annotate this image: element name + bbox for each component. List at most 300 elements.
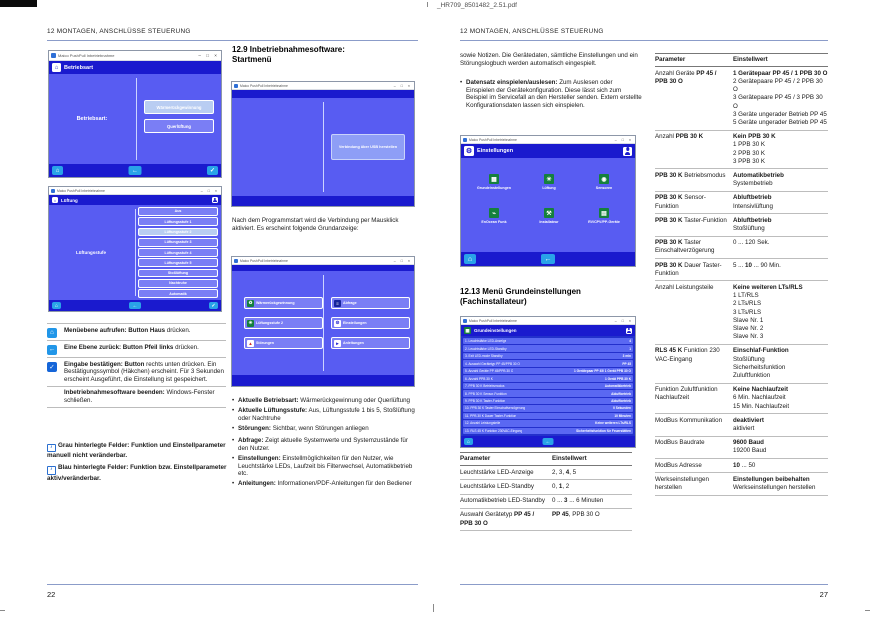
ventilation-level-list — [138, 207, 218, 298]
mode-button-heat-recovery[interactable]: Wärmerückgewinnung — [144, 100, 214, 114]
table-row — [655, 473, 828, 495]
back-button[interactable]: ← — [129, 302, 141, 309]
value-line: 0 ... 120 Sek. — [733, 239, 770, 247]
value-line: Abluftbetrieb — [733, 194, 772, 202]
back-button[interactable]: ← — [129, 166, 142, 175]
user-icon[interactable] — [623, 147, 632, 156]
parameter-row[interactable] — [463, 353, 633, 359]
back-button[interactable]: ← — [543, 438, 554, 445]
page-header: 12 MONTAGEN, ANSCHLÜSSE STEUERUNG — [47, 28, 191, 35]
parameter-row[interactable] — [463, 360, 633, 366]
value-cell — [733, 347, 828, 380]
settings-window — [460, 135, 636, 267]
param-cell: ModBus Kommunikation — [655, 416, 723, 424]
start-paragraph: Nach dem Programmstart wird die Verbindung per Mausklick aktiviert. Es erscheint folgende Grundanzeige: — [232, 217, 399, 232]
info-note: i Blau hinterlegte Felder: Funktion bzw. Einstellparameter aktiv/veränderbar. — [47, 464, 227, 482]
parameter-label: 13. RLS 45 K Funktion 230VAC-Eingang — [465, 428, 523, 433]
parameter-label: 12. Anzahl Leistungsteile — [465, 421, 501, 426]
value-cell — [733, 476, 828, 492]
app-icon — [234, 259, 238, 263]
value-cell — [733, 217, 828, 233]
menu-tile-button[interactable] — [331, 337, 410, 349]
value-cell: 0 ... 3 ... 6 Minuten — [552, 497, 604, 505]
parameter-value: PP 45 — [622, 361, 631, 366]
table-row — [655, 459, 828, 473]
parameter-value: 1 — [629, 346, 631, 351]
param-cell: Auswahl Gerätetyp PP 45 / PPB 30 O — [460, 511, 535, 527]
parameter-value: 0 Sekunden — [613, 406, 631, 411]
window-controls[interactable]: – □ × — [393, 83, 412, 88]
header-rule — [460, 40, 828, 41]
value-line: 5 Geräte ungerader Betrieb PP 45 — [733, 118, 827, 126]
value-cell: PP 45, PPB 30 O — [552, 511, 600, 519]
param-cell: ModBus Adresse — [655, 461, 702, 469]
ventilation-level-button[interactable]: Lüftungsstufe 2 — [138, 228, 218, 237]
home-button[interactable]: ⌂ — [464, 438, 473, 445]
value-cell — [733, 386, 828, 411]
parameter-value: 1 Gerät PPB 30 K — [604, 376, 631, 381]
window-title: Maico PushPull Inbetriebnahme — [240, 83, 288, 88]
screen-title: Lüftung — [61, 197, 78, 203]
app-icon — [51, 53, 56, 58]
param-cell: PPB 30 K Dauer Taster-Funktion — [655, 261, 722, 277]
parameter-row[interactable] — [463, 383, 633, 389]
value-line: 3 Gerätepaare PP 45 / 3 PPB 30 O — [733, 94, 823, 110]
value-cell — [733, 70, 828, 127]
screen-footer — [461, 436, 635, 447]
value-cell — [733, 172, 828, 188]
value-cell — [733, 284, 828, 341]
settings-tile-button[interactable] — [467, 174, 521, 190]
tile-label: Sensoren — [595, 186, 613, 190]
value-line: 2 Gerätepaare PP 45 / 2 PPB 30 O — [733, 77, 823, 94]
legend-row — [47, 387, 226, 408]
person-icon: ⚒ — [544, 208, 554, 218]
page-number: 27 — [819, 590, 828, 599]
param-cell: Leuchtstärke LED-Standby — [460, 482, 534, 490]
legend-row — [47, 341, 226, 358]
parameter-label: 11. PPB 30 K Dauer Taster-Funktion — [465, 413, 517, 418]
info-icon: i — [47, 444, 56, 453]
screen-header — [49, 195, 221, 205]
parameter-row[interactable] — [463, 390, 633, 396]
screen-footer — [49, 300, 221, 311]
continuation-paragraph: sowie Notizen. Die Gerätedaten, sämtliche Einstellungen und ein Störungslogbuch werden automatisch eingespielt. — [460, 52, 638, 67]
back-button[interactable]: ← — [541, 254, 555, 264]
value-line: Sicherheitsfunktion — [733, 363, 786, 371]
value-cell — [733, 194, 828, 210]
window-titlebar — [232, 257, 414, 265]
parameter-row[interactable] — [463, 405, 633, 411]
value-line: 9600 Baud — [733, 439, 764, 447]
value-cell — [733, 239, 828, 255]
page-number: 22 — [47, 590, 56, 599]
legend-row — [47, 323, 226, 341]
screen-body — [232, 98, 414, 196]
parameter-row[interactable] — [463, 375, 633, 381]
window-titlebar — [49, 51, 221, 61]
value-line: 1 Gerätepaar PP 45 / 1 PPB 30 O — [733, 69, 828, 77]
divider — [323, 102, 324, 192]
window-title: Maico PushPull Inbetriebnahme — [240, 258, 288, 263]
legend-text: Eine Ebene zurück: Button Pfeil links drücken. — [64, 343, 199, 351]
list-icon: ≡ — [334, 300, 341, 307]
parameter-row[interactable] — [463, 345, 633, 351]
param-cell: Anzahl Geräte PP 45 / PPB 30 O — [655, 69, 717, 85]
window-title: Maico PushPull Inbetriebnahme — [57, 188, 105, 193]
bullet-marker: • — [232, 424, 235, 432]
parameter-label: 8. PPB 30 K Sensor-Funktion — [465, 391, 507, 396]
legend-text: Menüebene aufrufen: Button Haus drücken. — [64, 326, 191, 334]
parameter-list — [461, 336, 635, 436]
ventilation-level-button[interactable]: Automatik — [138, 289, 218, 298]
value-line: Slave Nr. 2 — [733, 324, 764, 332]
parameter-label: 7. PPB 30 K Betriebsmodus — [465, 384, 505, 389]
table-row — [460, 480, 632, 494]
legend-icon-cell — [47, 361, 64, 384]
window-controls[interactable]: – □ × — [393, 258, 412, 263]
value-line: Automatikbetrieb — [733, 171, 784, 179]
ventilation-level-button[interactable]: Aus — [138, 207, 218, 216]
table-row — [655, 384, 828, 415]
bullet-marker: • — [232, 397, 235, 404]
bullet-item — [232, 397, 418, 405]
home-icon[interactable]: ⌂ — [52, 63, 61, 72]
screen-title: Einstellungen — [477, 148, 514, 154]
settings-tile-button[interactable] — [522, 208, 576, 224]
menu-tile-button[interactable] — [244, 317, 323, 329]
param-cell: Anzahl Leistungsteile — [655, 283, 714, 291]
bullet-marker: • — [232, 455, 235, 463]
value-cell — [733, 417, 828, 433]
parameter-label: 4. Auswahl Gerätetyp PP 45/PPB 30 O — [465, 361, 520, 366]
warning-icon: ▲ — [248, 340, 253, 346]
tile-label: Anleitungen — [343, 341, 364, 345]
parameter-label: 5. Anzahl Geräte PP 45/PPB 30 O — [465, 369, 514, 374]
page-left — [47, 26, 418, 606]
bullet-text: Aktuelle Lüftungsstufe: Aus, Lüftungsstufe 1 bis 5, Stoßlüftung oder Nachtruhe — [238, 407, 415, 422]
info-notes — [47, 442, 229, 487]
value-line: Zuluftfunktion — [733, 372, 771, 379]
divider — [136, 78, 137, 160]
screen-body — [49, 205, 221, 300]
divider — [135, 209, 136, 296]
page-right — [460, 26, 828, 606]
tile-label: Wärmerückgewinnung — [256, 301, 295, 305]
grundeinstellungen-window — [460, 316, 636, 448]
window-controls[interactable]: – □ × — [200, 188, 219, 193]
value-line: Intensivlüftung — [733, 202, 773, 210]
parameter-row[interactable] — [463, 420, 633, 426]
table-row — [655, 214, 828, 236]
tile-label: RV/CPV/PP-Geräte — [588, 220, 620, 224]
mode-label: Betriebsart: — [76, 116, 108, 122]
parameter-row[interactable] — [463, 338, 633, 344]
lueftung-window — [48, 186, 222, 312]
window-titlebar — [461, 136, 635, 144]
tile-label: Lüftung — [542, 186, 556, 190]
settings-tile-button[interactable] — [577, 174, 631, 190]
value-line: Stoßlüftung — [733, 355, 765, 363]
parameter-label: 6. Anzahl PPB 30 K — [465, 376, 493, 381]
gear-icon: ⚙ — [335, 320, 340, 325]
mode-button-cross-ventilation[interactable]: Querlüftung — [144, 119, 214, 133]
usb-connect-button[interactable]: Verbindung über USB herstellen — [331, 134, 405, 160]
ventilation-level-button[interactable]: Stoßlüftung — [138, 269, 218, 278]
bullet-text: Störungen: Sichtbar, wenn Störungen anliegen — [238, 424, 369, 432]
parameter-label: 9. PPB 30 K Taster-Funktion — [465, 398, 506, 403]
param-cell: PPB 30 K Taster-Funktion — [655, 216, 727, 224]
screen-title: Grundeinstellungen — [474, 328, 517, 333]
bullet-item — [232, 407, 418, 422]
footer-rule — [47, 584, 418, 585]
value-cell — [733, 462, 828, 470]
ventilation-level-button[interactable]: Lüftungsstufe 4 — [138, 248, 218, 257]
legend-text: Eingabe bestätigen: Button rechts unten drücken. Ein Bestätigungssymbol (Häkchen) erscheint. Für 3 Sekunden erscheint Ausgeführt, die Einstellung ist gespeichert. — [64, 360, 224, 383]
confirm-button[interactable]: ✓ — [207, 166, 218, 175]
param-cell: Automatikbetrieb LED-Standby — [460, 497, 545, 505]
value-cell: 2, 3, 4, 5 — [552, 468, 577, 476]
bullet-item — [232, 480, 418, 488]
settings-grid-icon: ▦ — [465, 327, 470, 333]
radio-icon: ⌁ — [489, 208, 499, 218]
param-cell: PPB 30 K Betriebsmodus — [655, 171, 726, 179]
parameter-row[interactable] — [463, 368, 633, 374]
value-line: Keine weiteren LTs/RLS — [733, 283, 803, 291]
section-title-12-13: 12.13 Menü Grundeinstellungen (Fachinstallateur) — [460, 287, 581, 306]
home-button[interactable]: ⌂ — [464, 254, 476, 264]
window-titlebar — [461, 317, 635, 325]
value-line: Einstellungen beibehalten — [733, 475, 810, 483]
window-title: Maico PushPull Inbetriebnahme — [469, 318, 517, 323]
parameter-row[interactable] — [463, 413, 633, 419]
menu-tile-button[interactable] — [331, 317, 410, 329]
parameter-value: Keine weiteren LTs/RLS — [595, 421, 631, 426]
screen-body — [461, 158, 635, 252]
settings-tile-button[interactable] — [522, 174, 576, 190]
value-cell — [733, 133, 828, 166]
table-header-row — [655, 53, 828, 67]
bullet-item — [232, 437, 418, 452]
bullet-text: Datensatz einspielen/auslesen: Zum Auslesen oder Einspielen der Gerätekonfiguration. Diese lässt sich zum Beispiel im Servicefall an den Hersteller senden. Extern erstellte Konfigurationsdaten lassen sich einspielen. — [466, 79, 642, 109]
parameter-row[interactable] — [463, 398, 633, 404]
info-note: i Grau hinterlegte Felder: Funktion und Einstellparameter manuell nicht veränderbar. — [47, 442, 226, 460]
arrow-left-icon: ← — [48, 346, 56, 353]
parameter-row[interactable] — [463, 428, 633, 434]
confirm-button[interactable]: ✓ — [209, 302, 218, 309]
ventilation-level-button[interactable]: Lüftungsstufe 5 — [138, 258, 218, 267]
ventilation-level-button[interactable]: Lüftungsstufe 1 — [138, 217, 218, 226]
param-cell: Funktion Zuluftfunktion Nachlaufzeit — [655, 386, 718, 402]
window-title: Maico PushPull Inbetriebnahme — [469, 137, 517, 142]
screen-body — [49, 74, 221, 164]
table-row — [460, 509, 632, 531]
screen-footer — [49, 164, 221, 177]
sensor-icon: ◉ — [599, 174, 609, 184]
app-icon — [463, 138, 467, 142]
window-title: Maico PushPull Inbetriebnahme — [58, 53, 115, 58]
parameter-value: Sicherheitsfunktion für Feuerstätten — [576, 428, 631, 433]
home-button[interactable]: ⌂ — [52, 166, 63, 175]
parameter-value: 3 min — [622, 354, 631, 359]
bullet-marker: • — [232, 437, 235, 445]
screen-body — [232, 271, 414, 375]
table-row — [655, 192, 828, 214]
settings-tile-button[interactable] — [467, 208, 521, 224]
tile-label: Installateur — [539, 220, 559, 224]
bullet-item — [460, 79, 642, 109]
value-line: Stoßlüftung — [733, 224, 765, 232]
window-controls[interactable]: – □ × — [198, 53, 219, 58]
menu-description-list — [232, 397, 418, 490]
bullet-marker: • — [232, 407, 235, 415]
value-line: Einschlaf-Funktion — [733, 347, 789, 355]
legend-icon-cell — [47, 327, 64, 338]
gear-icon: ⚙ — [465, 148, 473, 155]
page-header: 12 MONTAGEN, ANSCHLÜSSE STEUERUNG — [460, 28, 604, 35]
param-cell: PPB 30 K Sensor-Funktion — [655, 194, 706, 210]
app-icon — [463, 319, 467, 323]
crop-mark — [433, 604, 434, 612]
parameter-value: 1 Gerätepaar PP 45/ 1 Gerät PPB 30 O — [574, 369, 631, 374]
table-row — [655, 67, 828, 130]
parameter-value: Abluftbetrieb — [611, 391, 631, 396]
value-line: deaktiviert — [733, 416, 764, 424]
info-icon: i — [47, 466, 56, 475]
menu-tile-button[interactable] — [331, 297, 410, 309]
check-icon: ✓ — [47, 362, 57, 372]
table-row — [655, 237, 828, 259]
value-line: 1 LT/RLS — [733, 292, 759, 300]
value-line: Keine Nachlaufzeit — [733, 386, 789, 394]
bullet-text: Abfrage: Zeigt aktuelle Systemwerte und Systemzustände für den Nutzer. — [238, 437, 408, 452]
table-row — [655, 169, 828, 191]
start-window — [231, 81, 415, 207]
parameter-value: 10 Minuten — [614, 413, 631, 418]
ventilation-level-button[interactable]: Nachtruhe — [138, 279, 218, 288]
home-icon[interactable]: ⌂ — [53, 197, 57, 203]
table-row — [460, 466, 632, 480]
legend-icon-cell — [47, 389, 64, 404]
parameter-label: 10. PPB 30 K Taster Einschaltverzögerung — [465, 406, 526, 411]
app-icon — [234, 84, 238, 88]
table-row — [655, 345, 828, 384]
doc-icon: ► — [335, 340, 340, 346]
screen-header — [461, 325, 635, 336]
crop-mark — [865, 610, 870, 611]
value-line: 3 Geräte ungerader Betrieb PP 45 — [733, 110, 827, 118]
home-button[interactable]: ⌂ — [52, 302, 61, 309]
param-cell: ModBus Baudrate — [655, 439, 705, 447]
param-cell: PPB 30 K Taster Einschaltverzögerung — [655, 239, 715, 255]
value-line: Systembetrieb — [733, 180, 773, 188]
value-line: Slave Nr. 1 — [733, 316, 764, 324]
window-controls[interactable]: – □ × — [614, 318, 633, 323]
bullet-item — [232, 425, 418, 433]
parameter-value: Automatikbetrieb — [604, 384, 631, 389]
table-row — [655, 281, 828, 344]
app-icon — [51, 189, 55, 193]
divider — [323, 275, 324, 371]
param-cell: Leuchtstärke LED-Anzeige — [460, 468, 534, 476]
legend-text: Inbetriebnahmesoftware beenden: Windows-Fenster schließen. — [64, 389, 215, 404]
value-line: Kein PPB 30 K — [733, 133, 776, 141]
menu-tile-button[interactable] — [244, 337, 323, 349]
param-cell: RLS 45 K Funktion 230 VAC-Eingang — [655, 347, 720, 363]
window-titlebar — [49, 187, 221, 195]
legend-icon-cell — [47, 344, 64, 355]
user-icon — [212, 197, 218, 203]
value-line: Abluftbetrieb — [733, 216, 772, 224]
ventilation-level-button[interactable]: Lüftungsstufe 3 — [138, 238, 218, 247]
crop-mark — [427, 2, 428, 7]
window-controls[interactable]: – □ × — [614, 137, 633, 142]
grid-icon: ▦ — [489, 174, 499, 184]
menu-tile-button[interactable] — [244, 297, 323, 309]
param-cell: Anzahl PPB 30 K — [655, 133, 704, 141]
table-header-row — [460, 452, 632, 466]
column-header: Einstellwert — [733, 56, 768, 63]
value-line: 1 PPB 30 K — [733, 141, 765, 149]
user-icon — [626, 328, 632, 334]
parameter-label: 1. Leuchtstärke LED-Anzeige — [465, 339, 507, 344]
section-title-12-9: 12.9 Inbetriebnahmesoftware: Startmenü — [232, 45, 345, 64]
screen-header — [461, 144, 635, 158]
value-cell: 0, 1, 2 — [552, 482, 570, 490]
parameter-table-small — [460, 452, 632, 531]
bullet-item — [232, 455, 418, 478]
parameter-table-large — [655, 53, 828, 496]
bullet-marker: • — [460, 79, 463, 86]
header-rule — [47, 40, 418, 41]
value-line: 15 Min. Nachlaufzeit — [733, 402, 790, 410]
tile-label: Störungen — [256, 341, 274, 345]
tile-label: EnOcean Funk — [481, 220, 507, 224]
datensatz-bullet — [460, 79, 642, 112]
pdf-file-tab: _HR709_8501482_2.51.pdf — [437, 2, 517, 9]
bullet-text: Anleitungen: Informationen/PDF-Anleitungen für den Bediener — [238, 480, 412, 488]
column-header: Parameter — [460, 455, 491, 462]
value-line: 10 ... 50 — [733, 461, 756, 469]
settings-tile-button[interactable] — [577, 208, 631, 224]
main-menu-window — [231, 256, 415, 387]
bullet-text: Aktuelle Betriebsart: Wärmerückgewinnung oder Querlüftung — [238, 397, 410, 404]
button-legend-table — [47, 323, 226, 408]
value-line: Werkseinstellungen herstellen — [733, 484, 816, 492]
parameter-value: 4 — [629, 339, 631, 344]
parameter-label: 2. Leuchtstärke LED-Standby — [465, 346, 507, 351]
table-row — [655, 259, 828, 281]
screen-corner-bar — [0, 0, 37, 7]
tile-label: Lüftungsstufe 2 — [256, 321, 283, 325]
parameter-value: Abluftbetrieb — [611, 398, 631, 403]
table-row — [460, 495, 632, 509]
parameter-label: 3. Exit LED-mode Standby — [465, 354, 503, 359]
legend-row — [47, 358, 226, 387]
screen-footer — [232, 375, 414, 386]
value-line: 19200 Baud — [733, 447, 767, 455]
crop-mark — [0, 610, 5, 611]
value-line: 3 PPB 30 K — [733, 157, 765, 165]
home-icon: ⌂ — [47, 328, 57, 338]
table-row — [655, 131, 828, 170]
value-line: 5 ... 10 ... 90 Min. — [733, 261, 781, 269]
value-line: 3 LTs/RLS — [733, 308, 762, 316]
screen-title: Betriebsart — [64, 64, 94, 71]
screen-footer — [232, 196, 414, 206]
table-row — [655, 414, 828, 436]
bullet-text: Einstellungen: Einstellmöglichkeiten für den Nutzer, wie Leuchtstärke LEDs, Laufzeit bis Filterwechsel, Automatikbetrieb etc. — [238, 455, 413, 478]
